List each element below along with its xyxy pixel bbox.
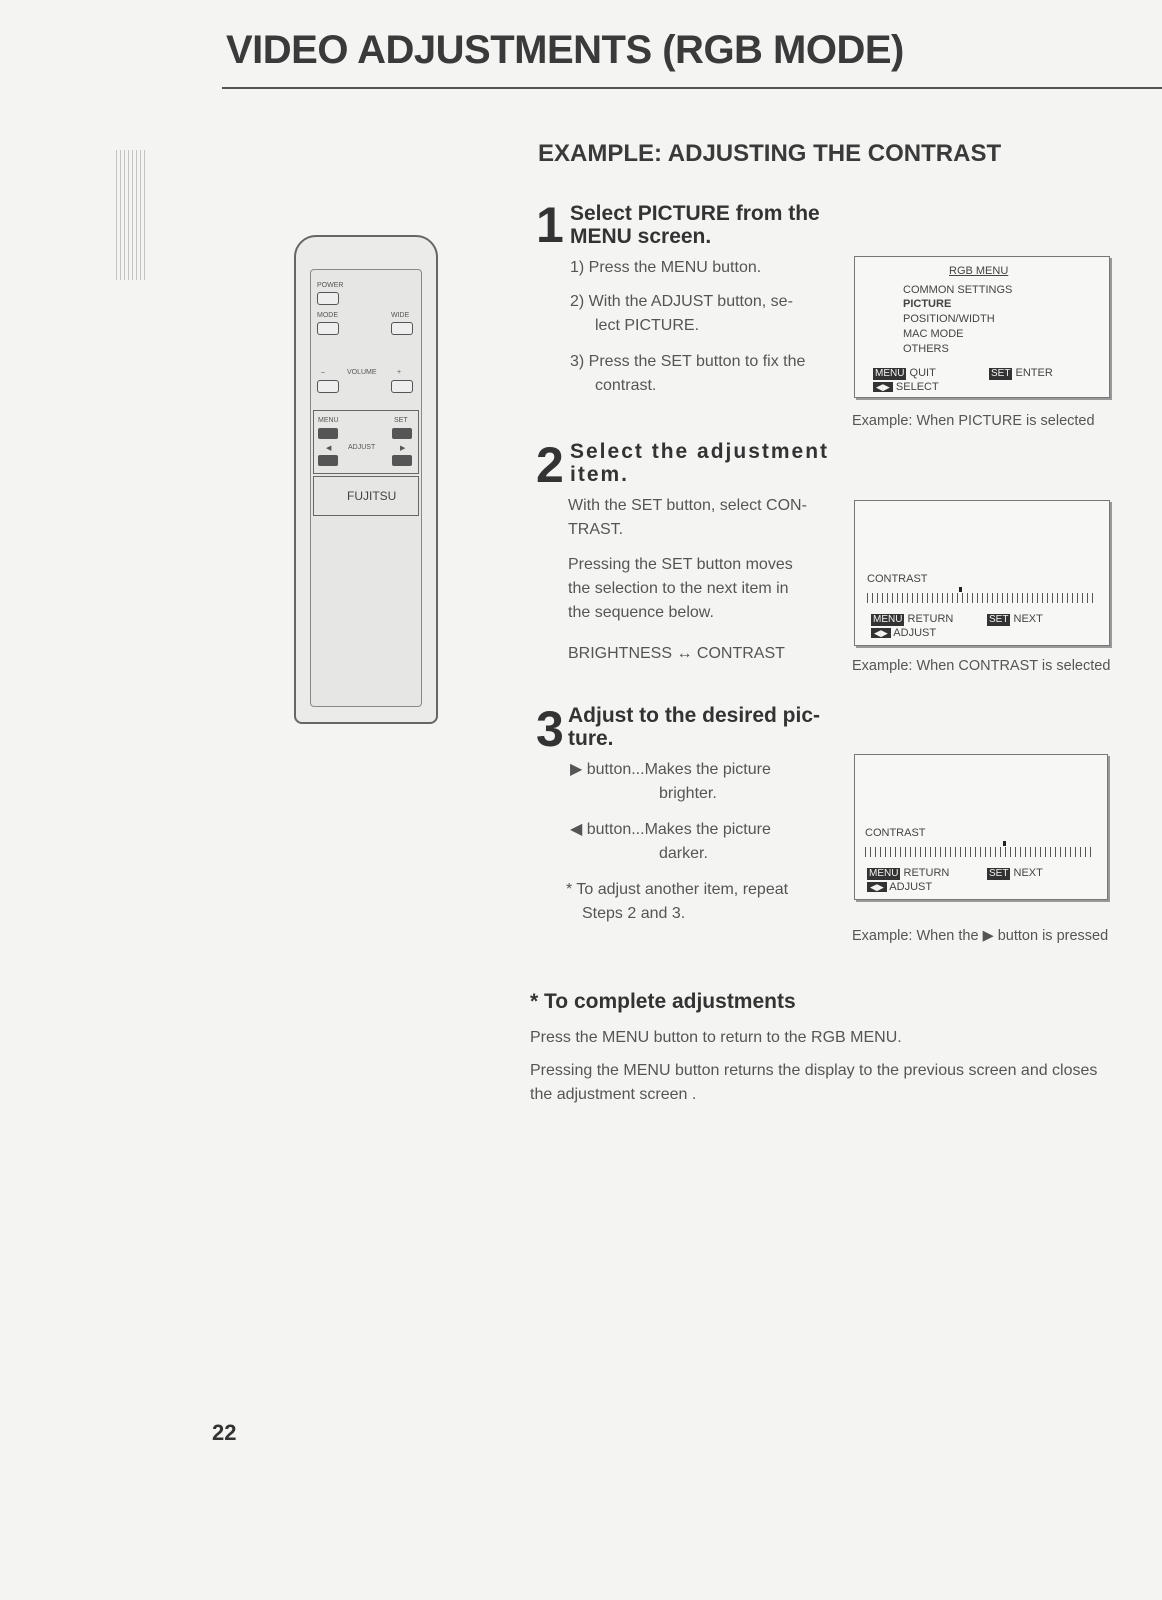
remote-brand-logo: FUJITSU [347,489,397,503]
binding-marks [116,150,148,280]
remote-right-arrow-icon: ▶ [400,445,406,452]
remote-wide-label: WIDE [391,312,410,319]
step-1-item: contrast. [595,377,657,394]
osd-menu-caption: Example: When PICTURE is selected [852,413,1095,429]
osd-rgb-menu-screen [854,256,1110,398]
step-2-number: 2 [536,437,564,493]
step-2-title: Select the adjustment item. [570,440,830,486]
osd-adjust-label: ADJUST [889,881,933,893]
osd-next-label: NEXT [1013,867,1043,879]
osd-next-row [987,867,1043,880]
section-title: EXAMPLE: ADJUSTING THE CONTRAST [538,140,1002,167]
osd-return-label: RETURN [903,867,950,879]
remote-volume-up-button [391,380,413,393]
remote-menu-button [318,428,338,439]
remote-volume-plus: + [397,369,402,376]
step-1-number: 1 [536,197,564,253]
step-2-text: Pressing the SET button moves [568,556,793,573]
remote-left-arrow-icon: ◀ [326,445,332,452]
remote-adjust-left-button [318,455,338,466]
remote-menu-group [313,410,419,474]
remote-brand-box [313,476,419,516]
remote-menu-label: MENU [318,417,339,424]
osd-contrast-brighter-caption: Example: When the ▶ button is pressed [852,928,1109,944]
remote-set-button [392,428,412,439]
osd-select-row [873,381,939,394]
osd-next-row [987,613,1043,626]
osd-set-chip: SET [991,368,1011,379]
complete-paragraph-2: Pressing the MENU button returns the display to the previous screen and closes [530,1062,1098,1079]
remote-volume-down-button [317,380,339,393]
osd-quit-label: QUIT [909,367,936,379]
step-2-text: the sequence below. [568,604,714,621]
step-3-note: * To adjust another item, repeat [566,881,789,898]
osd-menu-item: MAC MODE [903,328,964,340]
remote-volume-label: VOLUME [347,369,377,376]
step-3-note: Steps 2 and 3. [582,905,686,922]
osd-menu-item: COMMON SETTINGS [903,284,1013,296]
left-right-arrows-icon: ◀▶ [871,628,891,638]
osd-contrast-brighter-screen [854,754,1108,900]
remote-control-illustration [294,235,438,724]
step-1-item: 2) With the ADJUST button, se- [570,293,793,310]
osd-enter-row [989,367,1053,380]
osd-contrast-marker [959,587,962,592]
step-1-item: 3) Press the SET button to fix the [570,353,806,370]
osd-contrast-marker [1003,841,1006,846]
osd-contrast-label: CONTRAST [867,573,928,585]
step-3-line: darker. [659,845,708,862]
remote-panel [310,269,422,707]
step-1-title: Select PICTURE from the MENU screen. [570,202,820,248]
osd-contrast-screen [854,500,1110,646]
osd-return-label: RETURN [907,613,954,625]
osd-contrast-scale [867,593,1097,603]
osd-menu-chip: MENU [873,614,903,625]
complete-paragraph-2-cont: the adjustment screen . [530,1086,697,1103]
remote-volume-minus: – [321,369,325,376]
osd-menu-chip: MENU [869,868,899,879]
osd-adjust-label: ADJUST [893,627,937,639]
osd-next-label: NEXT [1013,613,1043,625]
osd-menu-item-selected: PICTURE [903,298,952,310]
step-3-number: 3 [536,701,564,757]
step-2-sequence: BRIGHTNESS ↔ CONTRAST [568,645,785,662]
osd-return-row [871,613,953,626]
osd-quit-row [873,367,936,380]
step-3-line: ▶ button...Makes the picture [570,761,771,778]
left-right-arrows-icon: ◀▶ [873,382,893,392]
osd-return-row [867,867,949,880]
remote-mode-label: MODE [317,312,338,319]
osd-set-chip: SET [989,614,1009,625]
osd-set-chip: SET [989,868,1009,879]
step-3-line: brighter. [659,785,717,802]
remote-mode-button [317,322,339,335]
remote-wide-button [391,322,413,335]
osd-enter-label: ENTER [1015,367,1053,379]
step-2-text: the selection to the next item in [568,580,789,597]
osd-contrast-label: CONTRAST [865,827,926,839]
osd-menu-chip: MENU [875,368,905,379]
osd-contrast-scale [865,847,1095,857]
osd-menu-heading: RGB MENU [949,265,1009,277]
page-number: 22 [212,1420,237,1445]
osd-menu-item: OTHERS [903,343,949,355]
remote-adjust-right-button [392,455,412,466]
left-right-arrows-icon: ◀▶ [867,882,887,892]
step-2-text: With the SET button, select CON- [568,497,807,514]
remote-adjust-label: ADJUST [348,444,376,451]
step-3-line: ◀ button...Makes the picture [570,821,771,838]
osd-adjust-row [867,881,932,894]
step-1-item: 1) Press the MENU button. [570,259,762,276]
remote-power-button [317,292,339,305]
step-3-title: Adjust to the desired pic- ture. [568,704,821,750]
osd-contrast-caption: Example: When CONTRAST is selected [852,658,1111,674]
title-rule [222,87,1162,89]
step-2-text: TRAST. [568,521,624,538]
osd-select-label: SELECT [895,381,939,393]
complete-paragraph-1: Press the MENU button to return to the RGB MENU. [530,1029,902,1046]
step-1-item: lect PICTURE. [595,317,700,334]
osd-adjust-row [871,627,936,640]
page-title: VIDEO ADJUSTMENTS (RGB MODE) [226,28,904,72]
complete-adjustments-heading: * To complete adjustments [530,990,796,1013]
remote-power-label: POWER [317,282,344,289]
osd-menu-item: POSITION/WIDTH [903,313,995,325]
remote-set-label: SET [394,417,408,424]
